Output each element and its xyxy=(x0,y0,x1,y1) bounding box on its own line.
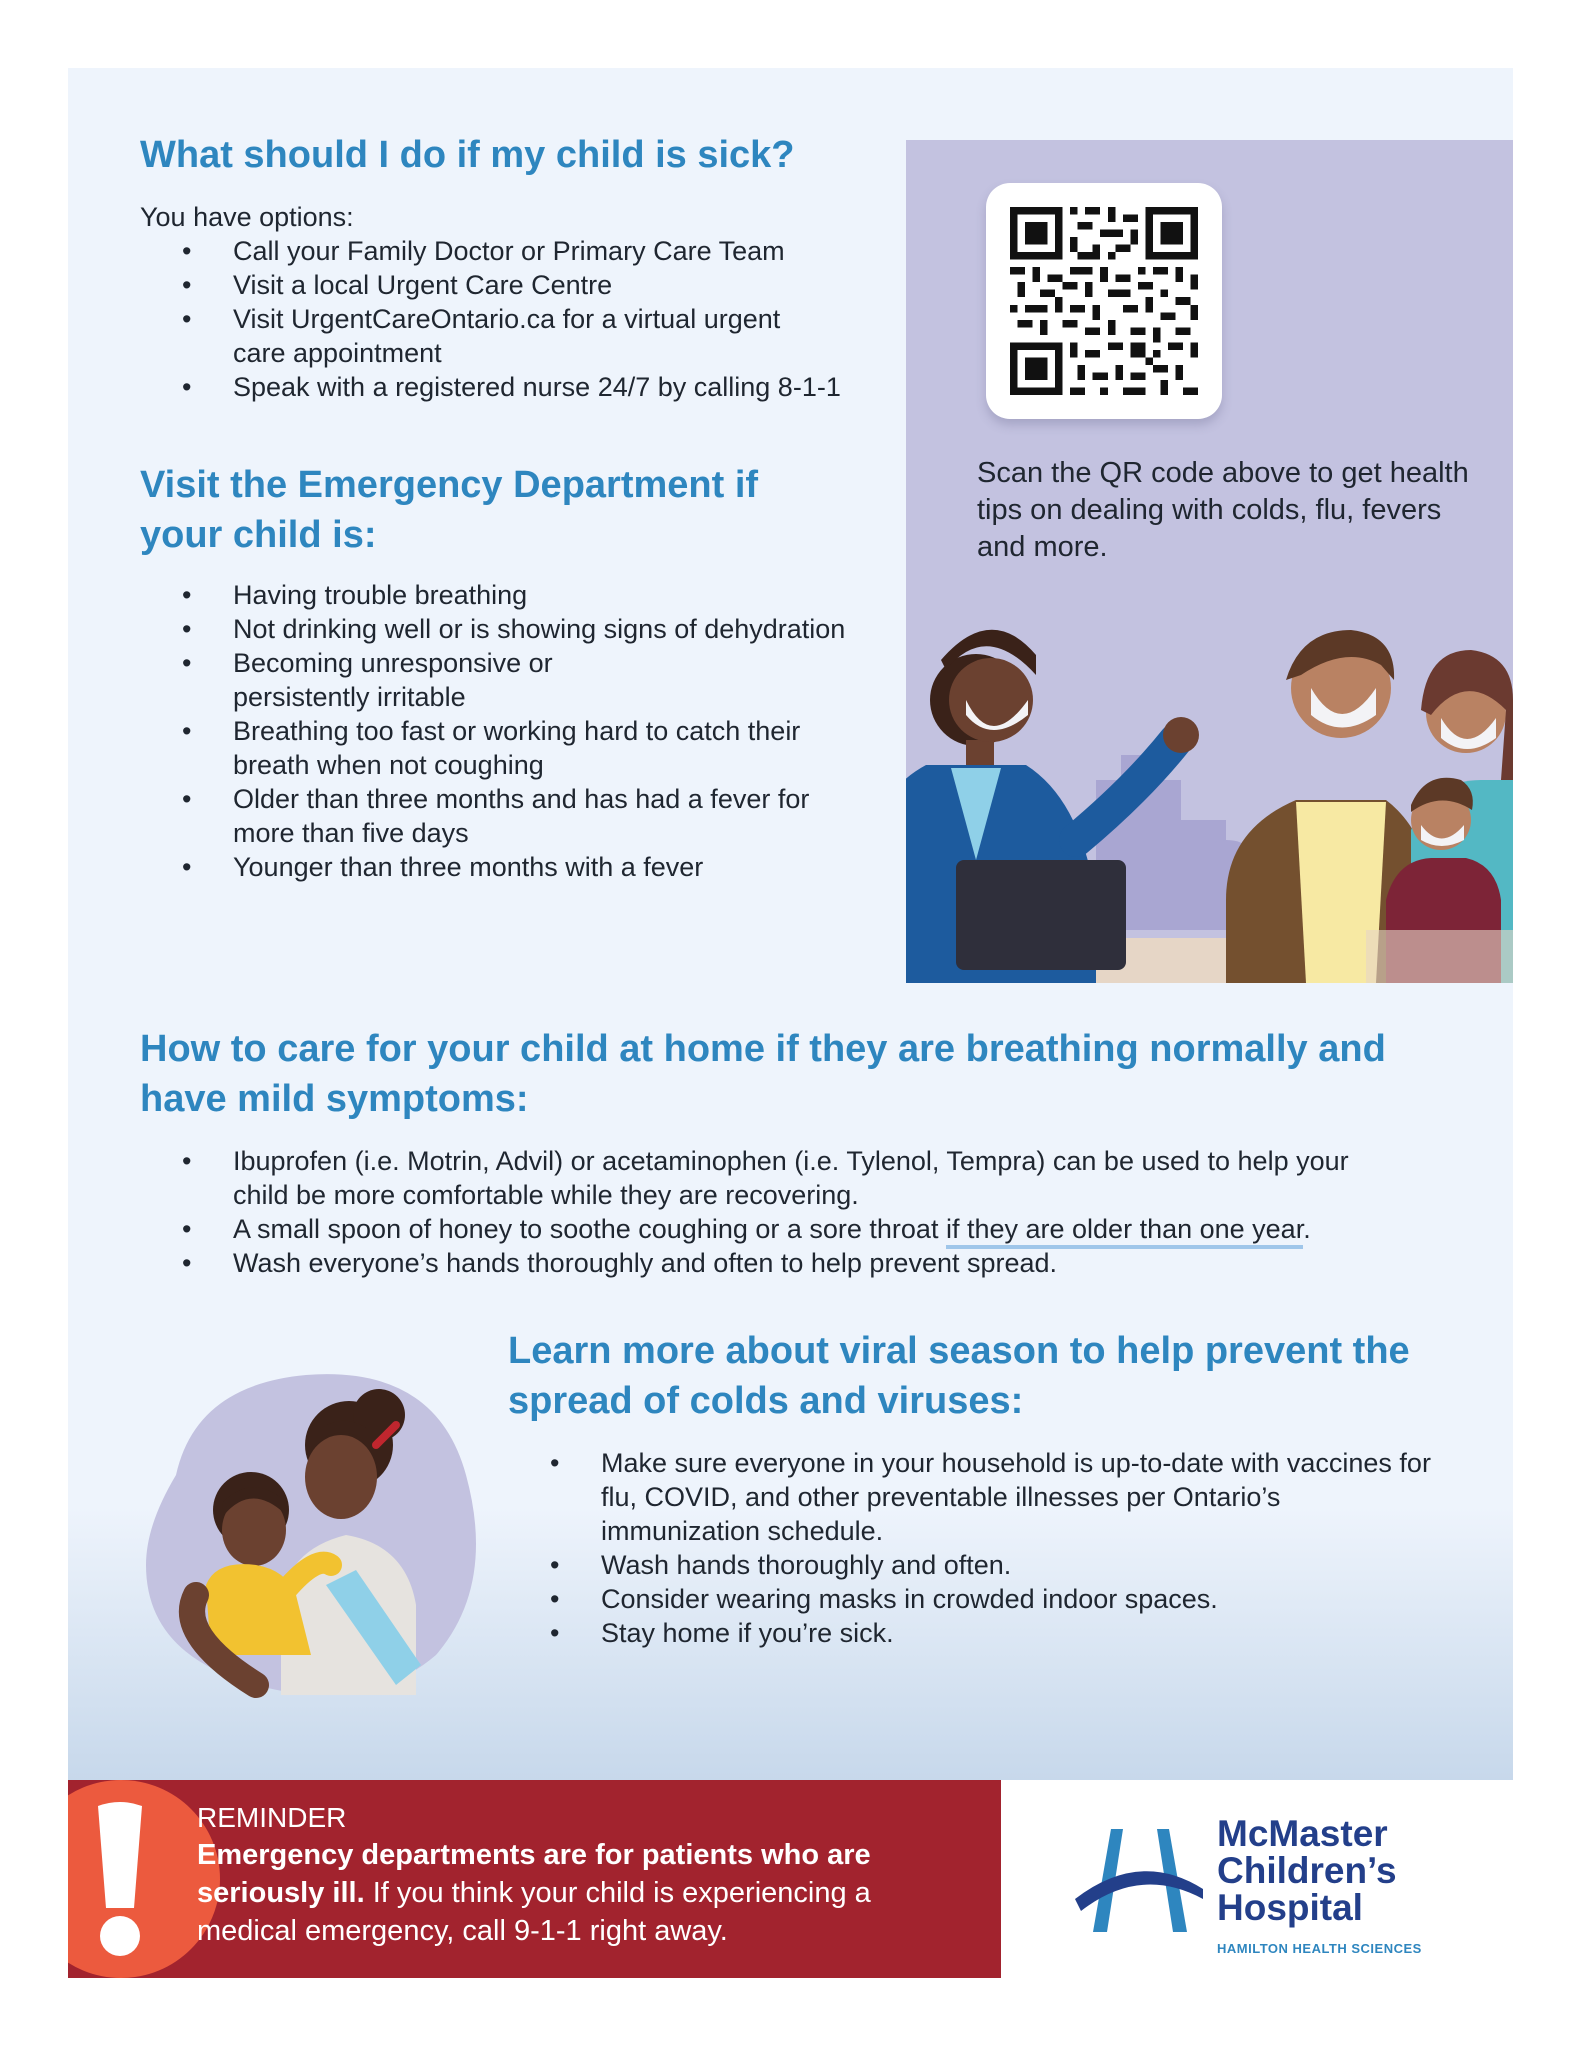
exclamation-icon xyxy=(90,1798,150,1958)
list-item: • Visit UrgentCareOntario.ca for a virtual urgent care appointment xyxy=(140,302,813,370)
reminder-bold: Emergency departments are for patients who are seriously ill. xyxy=(197,1839,871,1909)
options-list xyxy=(140,234,880,404)
viral-heading: Learn more about viral season to help prevent the spread of colds and viruses: xyxy=(508,1330,1410,1422)
list-item: • Not drinking well or is showing signs of dehydration xyxy=(140,612,880,646)
home-care-list xyxy=(140,1144,1440,1280)
logo-wordmark xyxy=(1217,1815,1397,1926)
reminder-banner xyxy=(68,1780,1001,1978)
list-item: • Breathing too fast or working hard to catch their breath when not coughing xyxy=(140,714,833,782)
list-item: • Becoming unresponsive or persistently irritable xyxy=(140,646,633,714)
hospital-logo-icon xyxy=(1075,1827,1205,1937)
qr-caption: Scan the QR code above to get health tips on dealing with colds, flu, fevers and more. xyxy=(977,457,1469,563)
mother-child-illustration xyxy=(136,1355,496,1715)
list-item: • Wash everyone’s hands thoroughly and often to help prevent spread. xyxy=(140,1246,1440,1280)
list-item: • Consider wearing masks in crowded indoor spaces. xyxy=(508,1582,1448,1616)
list-item: • Wash hands thoroughly and often. xyxy=(508,1548,1448,1582)
viral-list xyxy=(508,1446,1448,1650)
list-item: • Visit a local Urgent Care Centre xyxy=(140,268,880,302)
reminder-label: REMINDER xyxy=(197,1802,347,1833)
list-item: • Speak with a registered nurse 24/7 by calling 8-1-1 xyxy=(140,370,880,404)
list-item: • Older than three months and has had a fever for more than five days xyxy=(140,782,813,850)
emergency-list xyxy=(140,578,880,884)
sick-heading: What should I do if my child is sick? xyxy=(140,134,795,176)
logo-line-3: Hospital xyxy=(1217,1887,1363,1928)
logo-subtitle: HAMILTON HEALTH SCIENCES xyxy=(1217,1941,1422,1956)
qr-code[interactable] xyxy=(986,183,1222,419)
list-item xyxy=(140,1212,1440,1246)
list-item: • Call your Family Doctor or Primary Care Team xyxy=(140,234,880,268)
age-emphasis: if they are older than one year xyxy=(946,1214,1303,1249)
list-item: • Younger than three months with a fever xyxy=(140,850,880,884)
home-care-heading: How to care for your child at home if they are breathing normally and have mild symptoms: xyxy=(140,1028,1386,1120)
reminder-rest: If you think your child is experiencing a medical emergency, call 9-1-1 right away. xyxy=(197,1877,871,1947)
logo-line-2: Children’s xyxy=(1217,1850,1397,1891)
honey-text: A small spoon of honey to soothe coughing or a sore throat xyxy=(233,1214,946,1244)
emergency-heading: Visit the Emergency Department if your child is: xyxy=(140,464,759,556)
qr-code-icon xyxy=(1010,207,1198,395)
options-intro: You have options: xyxy=(140,202,354,232)
list-item: • Ibuprofen (i.e. Motrin, Advil) or acetaminophen (i.e. Tylenol, Tempra) can be used to help your child be more comfortable while they are recovering. xyxy=(140,1144,1393,1212)
logo-line-1: McMaster xyxy=(1217,1813,1388,1854)
hospital-logo[interactable] xyxy=(1075,1815,1475,1965)
reminder-body xyxy=(197,1836,977,1950)
list-item: • Make sure everyone in your household is up-to-date with vaccines for flu, COVID, and other preventable illnesses per Ontario’s immunization schedule. xyxy=(508,1446,1431,1548)
list-item: • Stay home if you’re sick. xyxy=(508,1616,1448,1650)
period: . xyxy=(1303,1214,1311,1244)
list-item: • Having trouble breathing xyxy=(140,578,880,612)
